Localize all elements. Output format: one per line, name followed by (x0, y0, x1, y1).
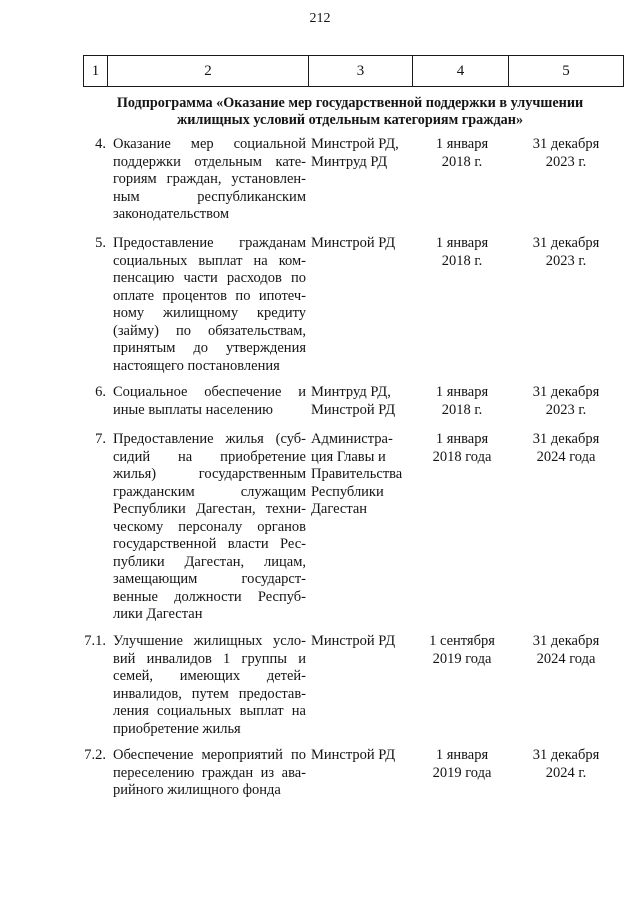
text-line: семей, имеющих детей- (113, 668, 306, 684)
row-measure-name (113, 235, 306, 375)
text-line: Республики Дагестан, техни- (113, 501, 306, 517)
text-line: настоящего постановления (113, 357, 280, 374)
text-line: законодательством (113, 206, 230, 222)
text-line: приобретение жилья (113, 720, 241, 737)
row-executor (311, 431, 411, 519)
text-line: ным республиканским (113, 188, 306, 205)
section-title-line-1: Подпрограмма «Оказание мер государственной поддержки в улучшении (116, 95, 584, 111)
text-line: Улучшение жилищных усло- (113, 633, 306, 649)
text-line: Минстрой РД (311, 747, 396, 763)
text-line: сидий на приобретение (113, 448, 306, 465)
text-line: 1 января (435, 747, 489, 763)
text-line: иные выплаты населению (113, 401, 273, 418)
row-number: 4. (95, 136, 106, 152)
text-line: 2018 года (432, 448, 492, 465)
row-end-date (514, 431, 618, 466)
text-line: Оказание мер социальной (113, 136, 306, 152)
text-line: 2018 г. (441, 401, 483, 418)
text-line: Минстрой РД, (311, 136, 399, 152)
text-line: пенсацию части расходов по (113, 270, 306, 286)
text-line: Республики (311, 483, 384, 500)
column-number-2: 2 (108, 56, 309, 87)
row-measure-name (113, 431, 306, 624)
text-line: 2018 г. (441, 153, 483, 170)
text-line: социальных выплат на ком- (113, 252, 306, 269)
text-line: гражданским служащим (113, 483, 306, 500)
row-measure-name (113, 633, 306, 738)
text-line: 2018 г. (441, 252, 483, 269)
text-line: 2023 г. (545, 252, 587, 269)
column-number-3: 3 (309, 56, 413, 87)
text-line: Обеспечение мероприятий по (113, 747, 306, 763)
text-line: вий инвалидов 1 группы и (113, 650, 306, 667)
row-end-date (514, 384, 618, 419)
column-number-5: 5 (509, 56, 624, 87)
text-line: Предоставление гражданам (113, 235, 306, 251)
text-line: инвалидов, путем предостав- (113, 685, 306, 702)
row-executor (311, 747, 411, 765)
text-line: Предоставление жилья (суб- (113, 431, 306, 447)
row-number: 7.1. (84, 633, 106, 649)
text-line: венные должности Респуб- (113, 588, 306, 605)
text-line: 2023 г. (545, 153, 587, 170)
text-line: 2024 года (536, 448, 596, 465)
text-line: Администра- (311, 431, 393, 447)
text-line: ческому персоналу органов (113, 518, 306, 535)
text-line: 1 января (435, 384, 489, 400)
text-line: 31 декабря (532, 384, 600, 400)
row-start-date (413, 747, 511, 782)
text-line: Правительства (311, 466, 403, 482)
text-line: жилья) государственным (113, 466, 306, 482)
row-number: 5. (95, 235, 106, 251)
text-line: 1 января (435, 431, 489, 447)
column-header-table (83, 55, 624, 87)
row-measure-name (113, 747, 306, 800)
row-measure-name (113, 384, 306, 419)
text-line: рийного жилищного фонда (113, 782, 281, 798)
column-number-1: 1 (84, 56, 108, 87)
row-measure-name (113, 136, 306, 224)
column-number-row (84, 56, 624, 87)
row-start-date (413, 431, 511, 466)
text-line: замещающим государст- (113, 571, 306, 587)
row-end-date (514, 136, 618, 171)
row-end-date (514, 235, 618, 270)
text-line: 31 декабря (532, 747, 600, 763)
text-line: 1 января (435, 235, 489, 251)
row-end-date (514, 633, 618, 668)
row-executor (311, 136, 411, 171)
row-start-date (413, 384, 511, 419)
row-end-date (514, 747, 618, 782)
text-line: лики Дагестан (113, 606, 203, 622)
text-line: 1 сентября (429, 633, 495, 649)
text-line: 1 января (435, 136, 489, 152)
row-start-date (413, 235, 511, 270)
column-number-4: 4 (413, 56, 509, 87)
row-executor (311, 633, 411, 651)
text-line: 2024 г. (545, 764, 587, 781)
text-line: Дагестан (311, 501, 368, 517)
section-title (90, 95, 610, 129)
text-line: 2019 года (432, 764, 492, 781)
text-line: 31 декабря (532, 136, 600, 152)
row-number: 6. (95, 384, 106, 400)
text-line: 2024 года (536, 650, 596, 667)
row-executor (311, 384, 411, 419)
text-line: 31 декабря (532, 431, 600, 447)
text-line: 2023 г. (545, 401, 587, 418)
text-line: Минтруд РД, (311, 384, 391, 400)
text-line: ному жилищному кредиту (113, 305, 306, 321)
row-number: 7. (95, 431, 106, 447)
text-line: 2019 года (432, 650, 492, 667)
text-line: ция Главы и (311, 448, 386, 465)
text-line: Минстрой РД (311, 633, 396, 649)
row-start-date (413, 633, 511, 668)
row-start-date (413, 136, 511, 171)
text-line: публики Дагестан, лицам, (113, 553, 306, 570)
text-line: поддержки отдельным кате- (113, 153, 306, 170)
page-number: 212 (309, 11, 331, 26)
text-line: Минстрой РД (311, 235, 396, 251)
text-line: 31 декабря (532, 235, 600, 251)
row-number: 7.2. (84, 747, 106, 763)
text-line: оплате процентов по ипотеч- (113, 287, 306, 304)
text-line: (займу) по обязательствам, (113, 322, 306, 339)
section-title-line-2: жилищных условий отдельным категориям граждан» (176, 112, 524, 128)
text-line: принятым до утверждения (113, 340, 306, 356)
text-line: Минстрой РД (311, 401, 396, 418)
text-line: переселению граждан из ава- (113, 764, 306, 781)
text-line: ления социальных выплат на (113, 703, 306, 719)
text-line: гориям граждан, установлен- (113, 171, 306, 187)
row-executor (311, 235, 411, 253)
text-line: 31 декабря (532, 633, 600, 649)
text-line: государственной власти Рес- (113, 536, 306, 552)
text-line: Социальное обеспечение и (113, 384, 306, 400)
text-line: Минтруд РД (311, 153, 388, 170)
